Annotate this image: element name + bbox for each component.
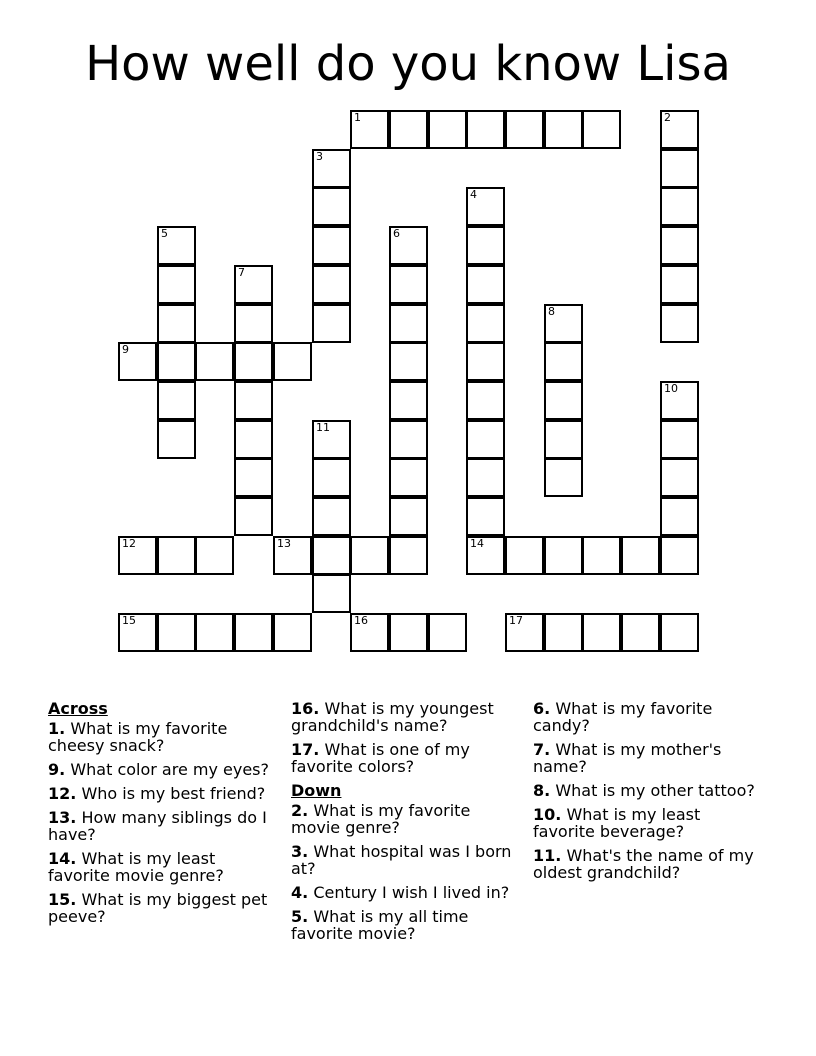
grid-cell[interactable] [312,420,351,459]
grid-cell[interactable] [466,420,505,459]
grid-cell[interactable] [582,536,621,575]
grid-cell[interactable] [660,420,699,459]
grid-cell[interactable] [157,226,196,265]
clue-down-6: 6. What is my favorite candy? [533,699,713,735]
grid-cell[interactable] [389,458,428,497]
cell-number: 1 [354,111,361,124]
grid-cell[interactable] [466,226,505,265]
clues-column-1 [48,700,273,932]
grid-cell[interactable] [157,265,196,304]
grid-cell[interactable] [466,304,505,343]
grid-cell[interactable] [389,613,428,652]
grid-cell[interactable] [350,536,389,575]
cell-number: 2 [664,111,671,124]
grid-cell[interactable] [621,613,660,652]
cell-number: 8 [548,305,555,318]
grid-cell[interactable] [582,110,621,149]
clue-across-13: 13. How many siblings do I have? [48,808,267,844]
across-heading: Across [48,699,108,718]
grid-cell[interactable] [118,613,157,652]
grid-cell[interactable] [157,420,196,459]
grid-cell[interactable] [350,613,389,652]
grid-cell[interactable] [544,110,583,149]
grid-cell[interactable] [157,381,196,420]
grid-cell[interactable] [466,110,505,149]
grid-cell[interactable] [273,342,312,381]
clue-down-2: 2. What is my favorite movie genre? [291,801,471,837]
grid-cell[interactable] [544,381,583,420]
grid-cell[interactable] [660,265,699,304]
clue-down-11: 11. What's the name of my oldest grandchild? [533,846,754,882]
grid-cell[interactable] [273,613,312,652]
cell-number: 6 [393,227,400,240]
grid-cell[interactable] [660,458,699,497]
grid-cell[interactable] [660,381,699,420]
grid-cell[interactable] [312,574,351,613]
clue-across-1: 1. What is my favorite cheesy snack? [48,719,228,755]
grid-cell[interactable] [466,342,505,381]
grid-cell[interactable] [660,110,699,149]
grid-cell[interactable] [157,304,196,343]
cell-number: 3 [316,150,323,163]
grid-cell[interactable] [157,536,196,575]
grid-cell[interactable] [466,381,505,420]
cell-number: 9 [122,343,129,356]
grid-cell[interactable] [195,342,234,381]
grid-cell[interactable] [312,149,351,188]
grid-cell[interactable] [544,420,583,459]
grid-cell[interactable] [234,342,273,381]
cell-number: 11 [316,421,330,434]
clue-across-16: 16. What is my youngest grandchild's name? [291,699,494,735]
grid-cell[interactable] [660,226,699,265]
clue-across-14: 14. What is my least favorite movie genre? [48,849,224,885]
down-heading: Down [291,781,342,800]
grid-cell[interactable] [195,536,234,575]
grid-cell[interactable] [428,110,467,149]
grid-cell[interactable] [312,265,351,304]
grid-cell[interactable] [544,536,583,575]
grid-cell[interactable] [234,265,273,304]
cell-number: 12 [122,537,136,550]
cell-number: 16 [354,614,368,627]
cell-number: 5 [161,227,168,240]
grid-cell[interactable] [389,110,428,149]
clue-down-10: 10. What is my least favorite beverage? [533,805,701,841]
clue-down-4: 4. Century I wish I lived in? [291,883,510,902]
cell-number: 13 [277,537,291,550]
grid-cell[interactable] [544,304,583,343]
cell-number: 4 [470,188,477,201]
clues-column-2 [291,700,521,949]
grid-cell[interactable] [312,226,351,265]
clue-across-17: 17. What is one of my favorite colors? [291,740,470,776]
grid-cell[interactable] [350,110,389,149]
cell-number: 15 [122,614,136,627]
clue-down-3: 3. What hospital was I born at? [291,842,512,878]
grid-cell[interactable] [428,613,467,652]
grid-cell[interactable] [312,187,351,226]
grid-cell[interactable] [621,536,660,575]
puzzle-title: How well do you know Lisa [85,36,731,92]
clue-down-7: 7. What is my mother's name? [533,740,722,776]
grid-cell[interactable] [466,497,505,536]
grid-cell[interactable] [389,497,428,536]
clue-across-15: 15. What is my biggest pet peeve? [48,890,268,926]
clue-across-9: 9. What color are my eyes? [48,760,270,779]
grid-cell[interactable] [660,149,699,188]
grid-cell[interactable] [505,110,544,149]
grid-cell[interactable] [466,187,505,226]
grid-cell[interactable] [312,536,351,575]
cell-number: 14 [470,537,484,550]
grid-cell[interactable] [273,536,312,575]
grid-cell[interactable] [234,381,273,420]
grid-cell[interactable] [195,613,234,652]
grid-cell[interactable] [466,536,505,575]
grid-cell[interactable] [234,613,273,652]
grid-cell[interactable] [660,497,699,536]
grid-cell[interactable] [544,458,583,497]
grid-cell[interactable] [118,342,157,381]
grid-cell[interactable] [389,381,428,420]
grid-cell[interactable] [389,536,428,575]
cell-number: 7 [238,266,245,279]
grid-cell[interactable] [118,536,157,575]
cell-number: 17 [509,614,523,627]
clue-down-5: 5. What is my all time favorite movie? [291,907,469,943]
grid-cell[interactable] [312,497,351,536]
grid-cell[interactable] [157,613,196,652]
grid-cell[interactable] [544,342,583,381]
grid-cell[interactable] [389,420,428,459]
grid-cell[interactable] [389,342,428,381]
grid-cell[interactable] [466,265,505,304]
clue-down-8: 8. What is my other tattoo? [533,781,755,800]
grid-cell[interactable] [234,304,273,343]
grid-cell[interactable] [312,304,351,343]
grid-cell[interactable] [466,458,505,497]
clue-across-12: 12. Who is my best friend? [48,784,266,803]
grid-cell[interactable] [582,613,621,652]
grid-cell[interactable] [389,265,428,304]
cell-number: 10 [664,382,678,395]
grid-cell[interactable] [234,497,273,536]
grid-cell[interactable] [544,613,583,652]
grid-cell[interactable] [660,613,699,652]
grid-cell[interactable] [157,342,196,381]
grid-cell[interactable] [660,536,699,575]
grid-cell[interactable] [660,304,699,343]
grid-cell[interactable] [505,536,544,575]
grid-cell[interactable] [389,226,428,265]
grid-cell[interactable] [312,458,351,497]
grid-cell[interactable] [389,304,428,343]
grid-cell[interactable] [505,613,544,652]
grid-cell[interactable] [660,187,699,226]
grid-cell[interactable] [234,420,273,459]
clues-column-3 [533,700,758,888]
grid-cell[interactable] [234,458,273,497]
